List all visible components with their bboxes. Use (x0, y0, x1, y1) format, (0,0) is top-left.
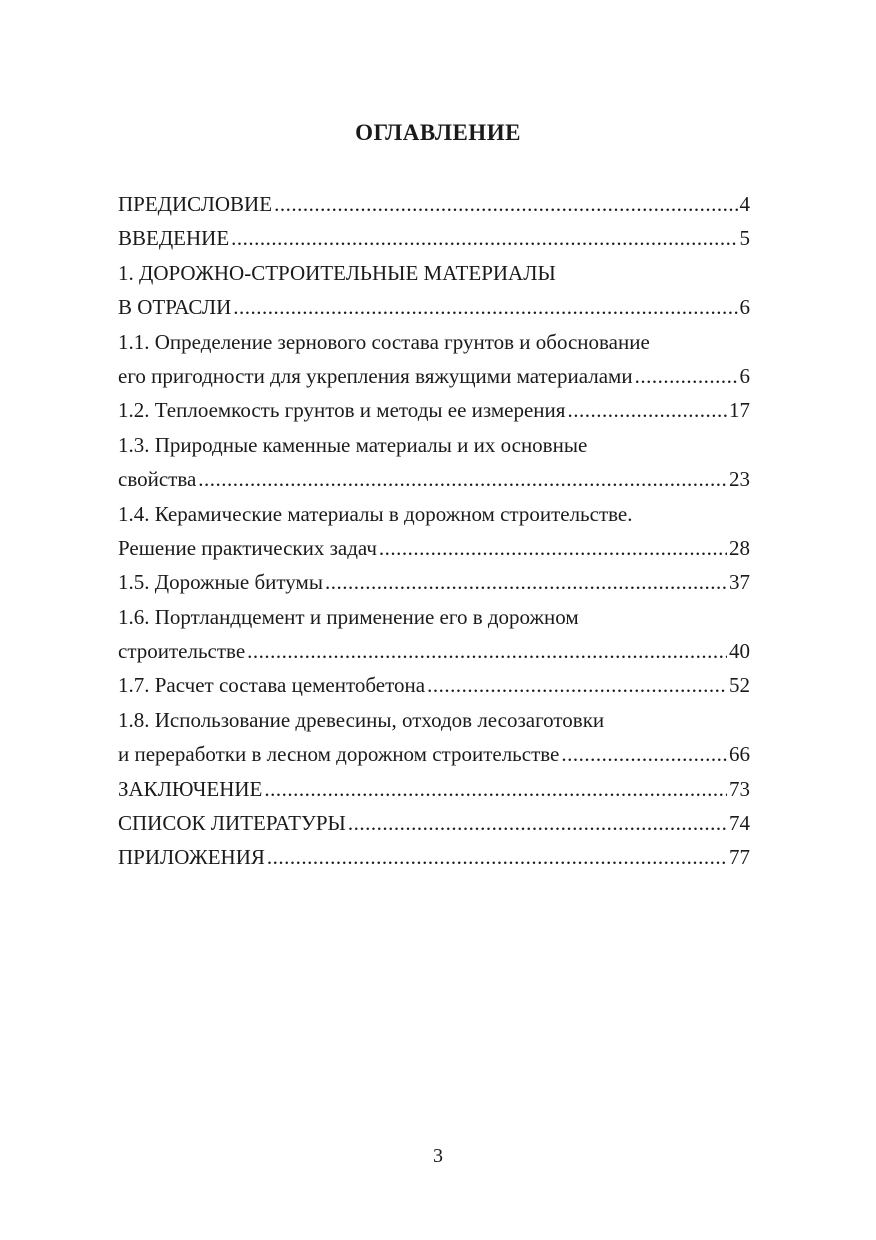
toc-page-number: 17 (729, 398, 750, 423)
toc-entry-title: свойства (118, 467, 197, 492)
dot-leader (325, 565, 727, 599)
toc-entry-row (118, 565, 750, 599)
toc-entry[interactable] (118, 393, 750, 427)
toc-page-number: 6 (739, 363, 750, 388)
toc-entry[interactable] (118, 187, 750, 221)
toc-entry-title: и переработки в лесном дорожном строительстве (118, 742, 560, 767)
toc-page-number: 5 (739, 226, 750, 251)
toc-page-number: 4 (739, 192, 750, 216)
toc-entry[interactable] (118, 565, 750, 599)
dot-leader (348, 806, 727, 840)
page-title: ОГЛАВЛЕНИЕ (355, 120, 521, 145)
toc-entry-row (118, 737, 750, 771)
dot-leader (561, 737, 727, 771)
dot-leader (198, 462, 727, 496)
toc-entry-row (118, 462, 750, 496)
toc-entry-line: 1.1. Определение зернового состава грунтов и обоснование (118, 329, 650, 354)
toc-entry-title: ВВЕДЕНИЕ (118, 226, 230, 251)
toc-entry-row (118, 668, 750, 702)
toc-entry-line: 1.4. Керамические материалы в дорожном строительстве. (118, 501, 633, 526)
dot-leader (567, 393, 727, 427)
toc-entry-title: СПИСОК ЛИТЕРАТУРЫ (118, 811, 346, 836)
toc-entry-title: Решение практических задач (118, 535, 377, 560)
dot-leader (247, 634, 727, 668)
toc-entry-title: ПРИЛОЖЕНИЯ (118, 845, 265, 870)
toc-entry-line: 1.3. Природные каменные материалы и их основные (118, 432, 588, 457)
toc-entry-title: ЗАКЛЮЧЕНИЕ (118, 776, 263, 801)
dot-leader (274, 187, 737, 221)
toc-entry-title: 1.5. Дорожные битумы (118, 570, 323, 595)
toc-entry-line: 1.8. Использование древесины, отходов лесозаготовки (118, 707, 605, 732)
toc-entry[interactable] (118, 325, 750, 394)
toc-entry[interactable] (118, 703, 750, 772)
toc-entry[interactable] (118, 772, 750, 806)
toc-page-number: 66 (729, 742, 750, 767)
toc-entry[interactable] (118, 428, 750, 497)
toc-entry-line: 1.6. Портландцемент и применение его в дорожном (118, 604, 579, 629)
toc-page-number: 37 (729, 570, 750, 595)
toc-entry-row (118, 772, 750, 806)
toc-entry[interactable] (118, 497, 750, 566)
toc-entry-row (118, 290, 750, 324)
dot-leader (635, 359, 738, 393)
toc-page-number: 40 (729, 639, 750, 664)
toc-entry[interactable] (118, 256, 750, 325)
dot-leader (233, 290, 737, 324)
toc-entry-title: 1.2. Теплоемкость грунтов и методы ее измерения (118, 398, 566, 423)
toc-entry-row (118, 806, 750, 840)
dot-leader (264, 772, 727, 806)
toc-entry[interactable] (118, 668, 750, 702)
dot-leader (267, 840, 727, 874)
toc-entry-title: В ОТРАСЛИ (118, 295, 232, 320)
toc-entry-row (118, 187, 750, 221)
toc-entry-row (118, 840, 750, 874)
toc-page-number: 6 (739, 295, 750, 320)
dot-leader (231, 221, 737, 255)
toc-entry-row (118, 221, 750, 255)
toc-entry-row (118, 531, 750, 565)
toc-page-number: 74 (729, 811, 750, 836)
toc-page-number: 73 (729, 776, 750, 801)
toc-entry-row (118, 359, 750, 393)
toc-entry-title: его пригодности для укрепления вяжущими материалами (118, 363, 633, 388)
toc-entry-title: строительстве (118, 639, 246, 664)
toc-entry-title: 1.7. Расчет состава цементобетона (118, 673, 426, 698)
toc-page-number: 28 (729, 535, 750, 560)
toc-page-number: 52 (729, 673, 750, 698)
toc-entry[interactable] (118, 806, 750, 840)
dot-leader (427, 668, 727, 702)
toc-page-number: 77 (729, 845, 750, 870)
toc-entry-row (118, 634, 750, 668)
toc-entry[interactable] (118, 221, 750, 255)
toc-entry[interactable] (118, 600, 750, 669)
toc-entry-row (118, 393, 750, 427)
table-of-contents (118, 187, 750, 875)
toc-page-number: 23 (729, 467, 750, 492)
dot-leader (379, 531, 727, 565)
toc-entry-title: ПРЕДИСЛОВИЕ (118, 192, 273, 216)
page-number: 3 (433, 1145, 443, 1167)
toc-entry[interactable] (118, 840, 750, 874)
toc-entry-line: 1. ДОРОЖНО-СТРОИТЕЛЬНЫЕ МАТЕРИАЛЫ (118, 260, 556, 285)
